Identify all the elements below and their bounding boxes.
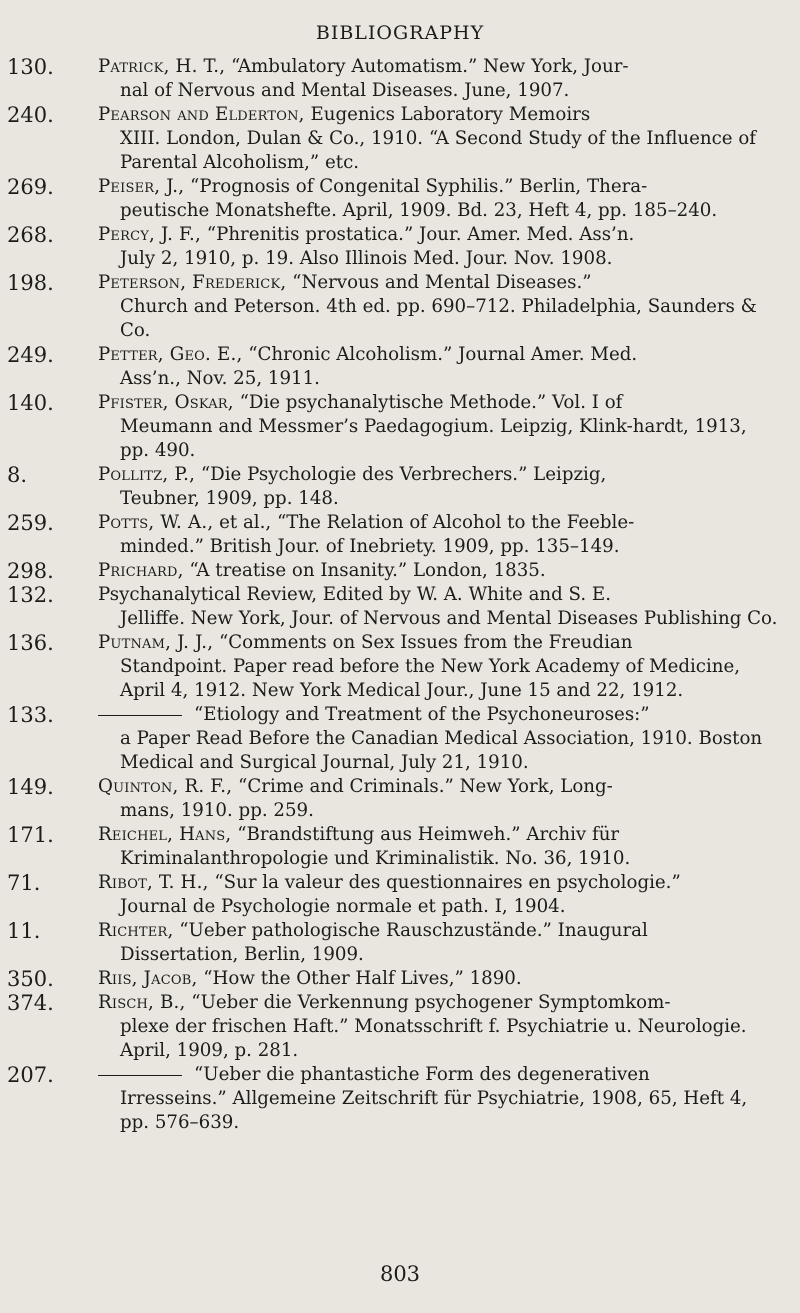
entry-title: “Chronic Alcoholism.” Journal Amer. Med. [242, 344, 638, 365]
entry-title: “Prognosis of Congenital Syphilis.” Berlin, Thera- [184, 176, 648, 197]
entry-continuation: Teubner, 1909, pp. 148. [120, 488, 339, 509]
entry-continuation: Church and Peterson. 4th ed. pp. 690–712. Philadelphia, Saunders & Co. [120, 296, 757, 341]
bibliography-entry [0, 223, 800, 271]
entry-author: Peterson, Frederick, [98, 272, 287, 293]
entry-continuation: July 2, 1910, p. 19. Also Illinois Med. Jour. Nov. 1908. [120, 248, 613, 269]
entry-title: Psychanalytical Review, Edited by W. A. White and S. E. [98, 584, 611, 605]
entry-continuation: Standpoint. Paper read before the New York Academy of Medicine, April 4, 1912. New York Medical Jour., June 15 and 22, 1912. [120, 656, 741, 701]
entry-author: Pearson and Elderton, [98, 104, 305, 125]
entry-text [98, 55, 778, 103]
entry-text [98, 919, 778, 967]
entry-number: 269. [7, 175, 54, 199]
entry-title: “Sur la valeur des questionnaires en psychologie.” [208, 872, 681, 893]
entry-number: 132. [7, 583, 54, 607]
bibliography-entry [0, 703, 800, 775]
entry-number: 8. [7, 463, 28, 487]
entry-title: “Etiology and Treatment of the Psychoneuroses:” [194, 704, 650, 725]
bibliography-entry [0, 175, 800, 223]
entry-continuation: XIII. London, Dulan & Co., 1910. “A Second Study of the Influence of Parental Alcoholism,” etc. [120, 128, 757, 173]
entry-title: “Crime and Criminals.” New York, Long- [232, 776, 613, 797]
page-number: 803 [379, 1262, 421, 1286]
entry-continuation: a Paper Read Before the Canadian Medical Association, 1910. Boston Medical and Surgical Journal, July 21, 1910. [120, 728, 763, 773]
bibliography-entry [0, 343, 800, 391]
entry-continuation: Jelliffe. New York, Jour. of Nervous and Mental Diseases Publishing Co. [120, 608, 778, 629]
entry-number: 133. [7, 703, 54, 727]
entry-continuation: Kriminalanthropologie und Kriminalistik. No. 36, 1910. [120, 848, 631, 869]
entry-number: 240. [7, 103, 54, 127]
bibliography-entry [0, 919, 800, 967]
entry-author: Putnam, J. J., [98, 632, 214, 653]
entry-text [98, 511, 778, 559]
bibliography-entry [0, 871, 800, 919]
entry-number: 207. [7, 1063, 54, 1087]
entry-author: Pollitz, P., [98, 464, 196, 485]
entry-text [98, 1063, 778, 1135]
bibliography-entry [0, 103, 800, 175]
entry-author: Peiser, J., [98, 176, 185, 197]
entry-number: 130. [7, 55, 54, 79]
entry-text [98, 991, 778, 1063]
entry-text [98, 343, 778, 391]
entry-title: “Brandstiftung aus Heimweh.” Archiv für [231, 824, 620, 845]
entry-title: Eugenics Laboratory Memoirs [304, 104, 591, 125]
entry-text [98, 583, 778, 631]
entry-author: Reichel, Hans, [98, 824, 232, 845]
entry-number: 136. [7, 631, 54, 655]
entry-number: 71. [7, 871, 41, 895]
bibliography-entry [0, 1063, 800, 1135]
bibliography-entry [0, 583, 800, 631]
entry-continuation: mans, 1910. pp. 259. [120, 800, 314, 821]
entry-title: “Die Psychologie des Verbrechers.” Leipzig, [195, 464, 607, 485]
entry-author: Percy, J. F., [98, 224, 201, 245]
entry-title: “Nervous and Mental Diseases.” [286, 272, 592, 293]
entry-text [98, 823, 778, 871]
bibliography-entry [0, 391, 800, 463]
entry-author: Risch, B., [98, 992, 186, 1013]
entry-number: 259. [7, 511, 54, 535]
entry-continuation: Ass’n., Nov. 25, 1911. [120, 368, 320, 389]
entry-text [98, 631, 778, 703]
entry-number: 198. [7, 271, 54, 295]
bibliography-entry [0, 991, 800, 1063]
entry-continuation: Journal de Psychologie normale et path. I, 1904. [120, 896, 566, 917]
entry-continuation: minded.” British Jour. of Inebriety. 1909, pp. 135–149. [120, 536, 620, 557]
entry-author: Richter, [98, 920, 174, 941]
entry-title: “A treatise on Insanity.” London, 1835. [183, 560, 546, 581]
entry-author: Pfister, Oskar, [98, 392, 234, 413]
entry-title: “Die psychanalytische Methode.” Vol. I of [233, 392, 623, 413]
entry-text [98, 463, 778, 511]
entry-author: Riis, Jacob, [98, 968, 198, 989]
bibliography-list [0, 55, 800, 1135]
entry-number: 11. [7, 919, 41, 943]
entry-author: Quinton, R. F., [98, 776, 233, 797]
entry-number: 374. [7, 991, 54, 1015]
bibliography-entry [0, 463, 800, 511]
entry-number: 149. [7, 775, 54, 799]
entry-text [98, 271, 778, 343]
entry-title: “Comments on Sex Issues from the Freudian [213, 632, 633, 653]
entry-continuation: plexe der frischen Haft.” Monatsschrift f. Psychiatrie u. Neurologie. April, 1909, p. 281. [120, 1016, 747, 1061]
entry-number: 298. [7, 559, 54, 583]
entry-title: “Phrenitis prostatica.” Jour. Amer. Med. Ass’n. [201, 224, 635, 245]
entry-text [98, 871, 778, 919]
page-header: BIBLIOGRAPHY [315, 22, 485, 44]
entry-continuation: Dissertation, Berlin, 1909. [120, 944, 364, 965]
bibliography-entry [0, 55, 800, 103]
entry-author: Potts, W. A., [98, 512, 214, 533]
bibliography-entry [0, 631, 800, 703]
entry-text [98, 967, 778, 991]
bibliography-entry [0, 271, 800, 343]
entry-text [98, 703, 778, 775]
entry-continuation: peutische Monatshefte. April, 1909. Bd. 23, Heft 4, pp. 185–240. [120, 200, 718, 221]
bibliography-entry [0, 967, 800, 991]
entry-number: 350. [7, 967, 54, 991]
entry-text [98, 175, 778, 223]
ditto-rule [98, 715, 182, 716]
entry-title: “Ueber die phantastiche Form des degenerativen [194, 1064, 650, 1085]
entry-text [98, 775, 778, 823]
entry-title: “Ueber die Verkennung psychogener Symptomkom- [185, 992, 671, 1013]
entry-title: et al., “The Relation of Alcohol to the Feeble- [213, 512, 635, 533]
bibliography-entry [0, 823, 800, 871]
bibliography-entry [0, 511, 800, 559]
bibliography-entry [0, 775, 800, 823]
entry-title: “How the Other Half Lives,” 1890. [197, 968, 522, 989]
entry-continuation: Irresseins.” Allgemeine Zeitschrift für Psychiatrie, 1908, 65, Heft 4, pp. 576–639. [120, 1088, 748, 1133]
ditto-rule [98, 1075, 182, 1076]
entry-author: Ribot, T. H., [98, 872, 209, 893]
entry-title: “Ambulatory Automatism.” New York, Jour- [225, 56, 629, 77]
entry-number: 268. [7, 223, 54, 247]
entry-continuation: nal of Nervous and Mental Diseases. June, 1907. [120, 80, 570, 101]
entry-author: Patrick, H. T., [98, 56, 226, 77]
entry-text [98, 103, 778, 175]
entry-number: 140. [7, 391, 54, 415]
entry-title: “Ueber pathologische Rauschzustände.” Inaugural [173, 920, 648, 941]
entry-continuation: Meumann and Messmer’s Paedagogium. Leipzig, Klink-hardt, 1913, pp. 490. [120, 416, 747, 461]
entry-text [98, 391, 778, 463]
entry-number: 171. [7, 823, 54, 847]
bibliography-entry [0, 559, 800, 583]
entry-number: 249. [7, 343, 54, 367]
entry-text [98, 223, 778, 271]
entry-text [98, 559, 778, 583]
entry-author: Petter, Geo. E., [98, 344, 243, 365]
entry-author: Prichard, [98, 560, 184, 581]
